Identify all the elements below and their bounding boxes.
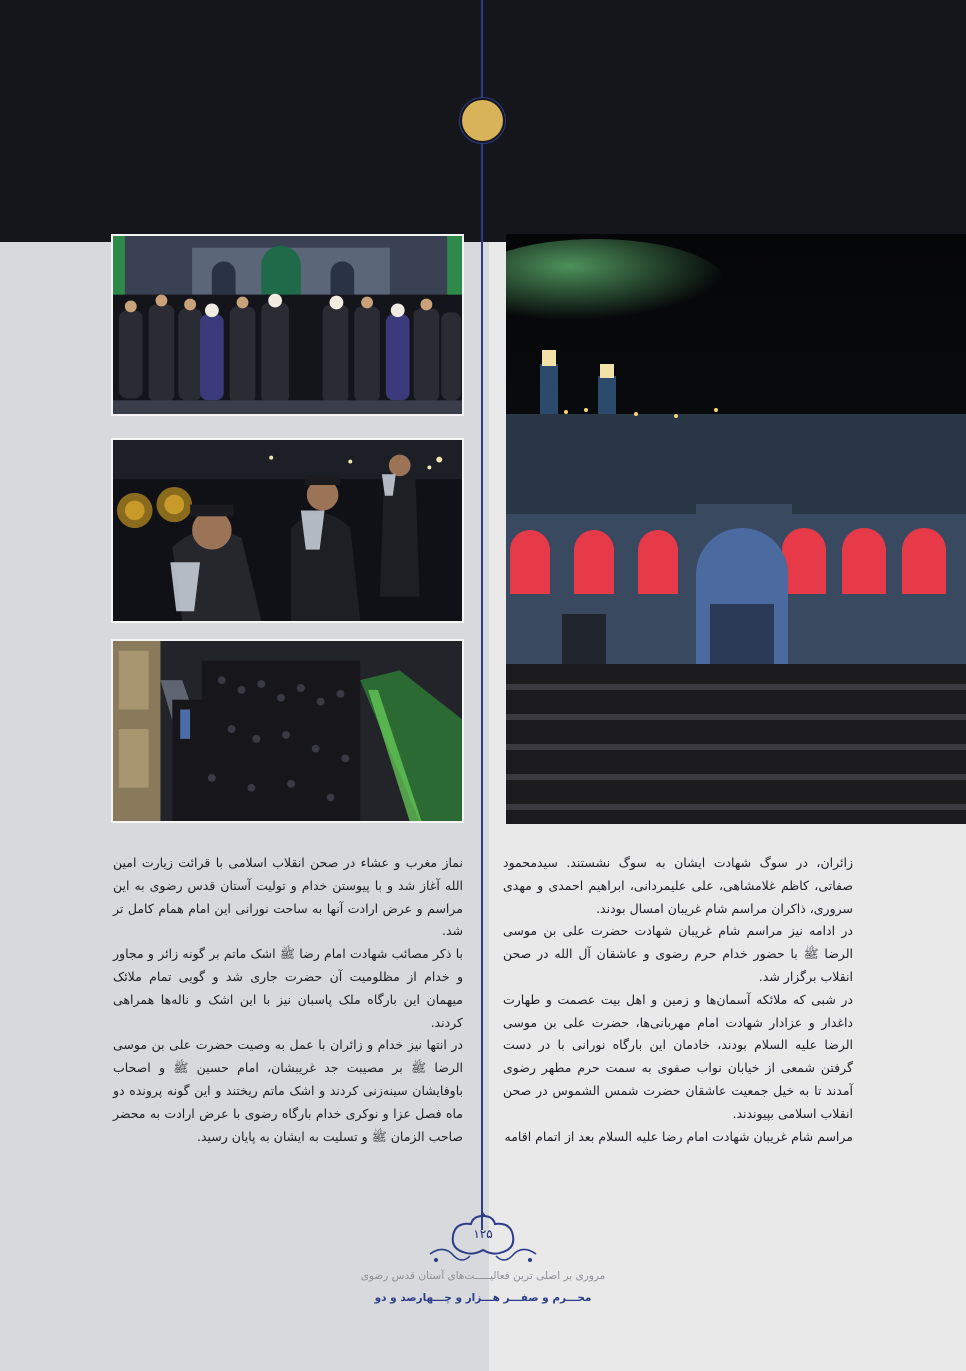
article-paragraph: با ذکر مصائب شهادت امام رضا ﷺ اشک ماتم بر گونه زائر و مجاور و خدام از مظلومیت آن حضرت جاری شد و گویی تمام ملائک میهمان این بارگاه ملک پاسبان نیز با این اشک و ناله‌ها همراهی کردند. <box>113 946 463 1030</box>
page-number: ۱۲۵ <box>473 1227 493 1241</box>
article-left-column <box>113 852 463 1148</box>
photo-crowd-courtyard <box>111 639 464 823</box>
photo-servants-with-lanterns <box>111 438 464 623</box>
article-paragraph: در انتها نیز خدام و زائران با عمل به وصیت حضرت علی بن موسی الرضا ﷺ بر مصیبت جد غریبشان، امام حسین ﷺ و اصحاب باوفایشان سینه‌زنی کردند و اشک ماتم ریختند و این گونه پرونده دو ماه فصل عزا و نوکری خدام بارگاه رضوی با عرض ارادت به محضر صاحب الزمان ﷺ و تسلیت به ایشان به پایان رسید. <box>113 1037 463 1144</box>
article-right-column <box>503 852 853 1148</box>
right-dark-band <box>489 0 966 242</box>
article-paragraph: مراسم شام غریبان شهادت امام رضا علیه السلام بعد از اتمام اقامه <box>504 1128 853 1144</box>
photo-shrine-night-ceremony <box>506 234 966 824</box>
gold-medallion-ornament <box>462 100 503 141</box>
article-paragraph: در ادامه نیز مراسم شام غریبان شهادت حضرت علی بن موسی الرضا ﷺ با حضور خدام حرم رضوی و عاشقان آل الله در صحن انقلاب برگزار شد. <box>503 923 853 984</box>
photo-officials-procession <box>111 234 464 416</box>
article-paragraph: نماز مغرب و عشاء در صحن انقلاب اسلامی با قرائت زیارت امین الله آغاز شد و با پیوستن خدام و تولیت آستان قدس رضوی به این مراسم و عرض ارادت آنها به ساحت نورانی این امام همام کامل تر شد. <box>113 855 463 939</box>
article-paragraph: در شبی که ملائکه آسمان‌ها و زمین و اهل بیت عصمت و طهارت داغدار و عزادار شهادت امام مهربانی‌ها، حضرت علی بن موسی الرضا علیه السلام بودند، خادمان این بارگاه نورانی با در دست گرفتن شمعی از خیابان نواب صفوی به سمت حرم مطهر رضوی آمدند تا به خیل جمعیت عاشقان حضرت شمس الشموس در صحن انقلاب اسلامی بپیوندند. <box>503 991 853 1121</box>
article-paragraph: زائران، در سوگ شهادت ایشان به سوگ نشستند. سیدمحمود صفاتی، کاظم غلامشاهی، علی علیمردانی، ابراهیم احمدی و مهدی سروری، ذاکران مراسم شام غریبان امسال بودند. <box>503 855 853 916</box>
center-spine-line <box>481 0 483 1230</box>
running-title: مروری بر اصلی ترین فعالیـــــت‌های آستان قدس رضوی <box>360 1270 606 1282</box>
issue-title: محـــرم و صفـــر هـــزار و چـــهارصد و دو <box>374 1292 592 1304</box>
